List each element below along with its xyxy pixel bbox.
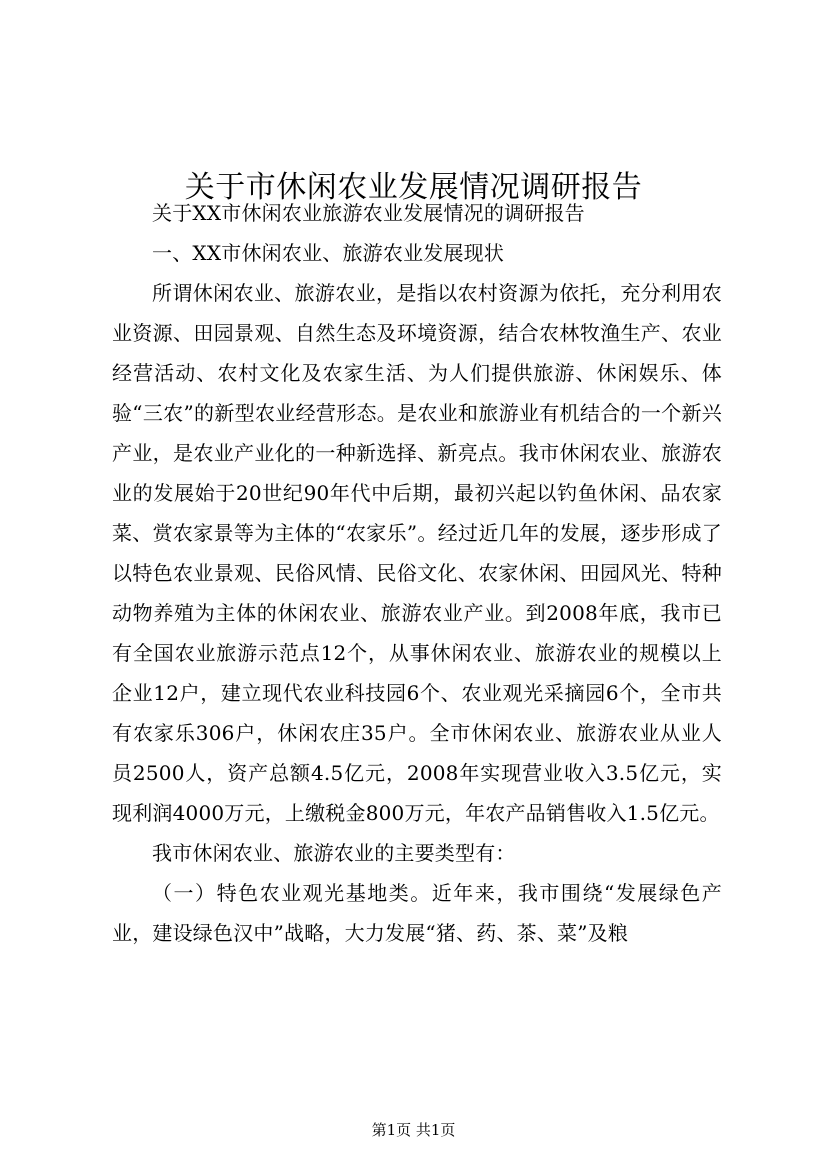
- page-footer: 第1页 共1页: [371, 1121, 456, 1139]
- body-paragraph: （一）特色农业观光基地类。近年来，我市围绕“发展绿色产业，建设绿色汉中”战略，大力发展“猪、药、茶、菜”及粮: [112, 881, 722, 945]
- document-title: 关于市休闲农业发展情况调研报告: [184, 170, 643, 206]
- section-heading: 一、XX市休闲农业、旅游农业发展现状: [152, 241, 505, 265]
- document-body: [112, 193, 722, 953]
- body-paragraph: 我市休闲农业、旅游农业的主要类型有：: [152, 841, 516, 865]
- body-paragraph: 所谓休闲农业、旅游农业，是指以农村资源为依托，充分利用农业资源、田园景观、自然生态及环境资源，结合农林牧渔生产、农业经营活动、农村文化及农家生活、为人们提供旅游、休闲娱乐、体验“三农”的新型农业经营形态。是农业和旅游业有机结合的一个新兴产业，是农业产业化的一种新选择、新亮点。我市休闲农业、旅游农业的发展始于20世纪90年代中后期，最初兴起以钓鱼休闲、品农家菜、赏农家景等为主体的“农家乐”。经过近几年的发展，逐步形成了以特色农业景观、民俗风情、民俗文化、农家休闲、田园风光、特种动物养殖为主体的休闲农业、旅游农业产业。到2008年底，我市已有全国农业旅游示范点12个，从事休闲农业、旅游农业的规模以上企业12户，建立现代农业科技园6个、农业观光采摘园6个，全市共有农家乐306户，休闲农庄35户。全市休闲农业、旅游农业从业人员2500人，资产总额4.5亿元，2008年实现营业收入3.5亿元，实现利润4000万元，上缴税金800万元，年农产品销售收入1.5亿元。: [112, 281, 722, 825]
- report-subtitle: 关于XX市休闲农业旅游农业发展情况的调研报告: [152, 201, 585, 225]
